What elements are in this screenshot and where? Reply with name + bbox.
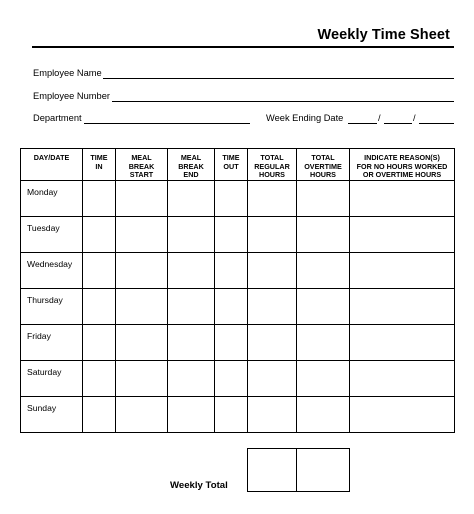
- column-header: DAY/DATE: [21, 149, 83, 181]
- employee-number-field[interactable]: [112, 101, 454, 102]
- overtime-hours-cell[interactable]: [297, 324, 350, 360]
- week-ending-day-field[interactable]: [384, 123, 412, 124]
- date-separator: /: [413, 113, 416, 123]
- day-cell: Sunday: [21, 396, 83, 432]
- day-cell: Monday: [21, 180, 83, 216]
- meal-start-cell[interactable]: [116, 252, 168, 288]
- day-cell: Tuesday: [21, 216, 83, 252]
- time-sheet-table: [20, 148, 455, 433]
- meal-start-cell[interactable]: [116, 360, 168, 396]
- reason-cell[interactable]: [350, 252, 455, 288]
- title-divider: [32, 46, 454, 48]
- meal-start-cell[interactable]: [116, 180, 168, 216]
- overtime-hours-cell[interactable]: [297, 252, 350, 288]
- overtime-hours-cell[interactable]: [297, 180, 350, 216]
- regular-hours-cell[interactable]: [248, 288, 297, 324]
- table-row: [21, 324, 455, 360]
- table-row: [21, 360, 455, 396]
- day-cell: Friday: [21, 324, 83, 360]
- weekly-total-boxes: [247, 448, 350, 492]
- column-header: TIME OUT: [215, 149, 248, 181]
- table-row: [21, 252, 455, 288]
- employee-name-label: Employee Name: [33, 68, 102, 78]
- time-in-cell[interactable]: [83, 180, 116, 216]
- regular-hours-cell[interactable]: [248, 180, 297, 216]
- week-ending-month-field[interactable]: [348, 123, 377, 124]
- page-title: Weekly Time Sheet: [317, 27, 450, 43]
- time-in-cell[interactable]: [83, 396, 116, 432]
- day-cell: Wednesday: [21, 252, 83, 288]
- overtime-hours-cell[interactable]: [297, 216, 350, 252]
- table-row: [21, 180, 455, 216]
- time-out-cell[interactable]: [215, 216, 248, 252]
- date-separator: /: [378, 113, 381, 123]
- time-out-cell[interactable]: [215, 252, 248, 288]
- reason-cell[interactable]: [350, 216, 455, 252]
- time-in-cell[interactable]: [83, 360, 116, 396]
- employee-name-field[interactable]: [103, 78, 454, 79]
- meal-end-cell[interactable]: [168, 396, 215, 432]
- column-header: TIME IN: [83, 149, 116, 181]
- meal-start-cell[interactable]: [116, 396, 168, 432]
- table-row: [21, 396, 455, 432]
- column-header: MEAL BREAK END: [168, 149, 215, 181]
- reason-cell[interactable]: [350, 396, 455, 432]
- column-header: INDICATE REASON(S) FOR NO HOURS WORKED OR OVERTIME HOURS: [350, 149, 455, 181]
- time-out-cell[interactable]: [215, 360, 248, 396]
- meal-end-cell[interactable]: [168, 324, 215, 360]
- week-ending-year-field[interactable]: [419, 123, 454, 124]
- meal-end-cell[interactable]: [168, 252, 215, 288]
- meal-end-cell[interactable]: [168, 180, 215, 216]
- time-in-cell[interactable]: [83, 216, 116, 252]
- day-cell: Thursday: [21, 288, 83, 324]
- reason-cell[interactable]: [350, 288, 455, 324]
- column-header: MEAL BREAK START: [116, 149, 168, 181]
- time-out-cell[interactable]: [215, 324, 248, 360]
- reason-cell[interactable]: [350, 324, 455, 360]
- time-out-cell[interactable]: [215, 180, 248, 216]
- weekly-total-label: Weekly Total: [170, 480, 228, 491]
- meal-end-cell[interactable]: [168, 360, 215, 396]
- regular-hours-cell[interactable]: [248, 360, 297, 396]
- meal-end-cell[interactable]: [168, 288, 215, 324]
- regular-hours-cell[interactable]: [248, 252, 297, 288]
- overtime-hours-cell[interactable]: [297, 396, 350, 432]
- column-header: TOTAL OVERTIME HOURS: [297, 149, 350, 181]
- employee-number-label: Employee Number: [33, 91, 110, 101]
- week-ending-date-label: Week Ending Date: [266, 113, 344, 123]
- time-in-cell[interactable]: [83, 324, 116, 360]
- table-row: [21, 216, 455, 252]
- column-header: TOTAL REGULAR HOURS: [248, 149, 297, 181]
- overtime-hours-cell[interactable]: [297, 288, 350, 324]
- regular-hours-cell[interactable]: [248, 324, 297, 360]
- regular-hours-cell[interactable]: [248, 396, 297, 432]
- time-in-cell[interactable]: [83, 252, 116, 288]
- table-row: [21, 288, 455, 324]
- meal-start-cell[interactable]: [116, 216, 168, 252]
- reason-cell[interactable]: [350, 360, 455, 396]
- weekly-total-regular-hours-cell[interactable]: [248, 449, 297, 492]
- reason-cell[interactable]: [350, 180, 455, 216]
- time-in-cell[interactable]: [83, 288, 116, 324]
- table-header-row: [21, 149, 455, 181]
- day-cell: Saturday: [21, 360, 83, 396]
- department-label: Department: [33, 113, 82, 123]
- meal-end-cell[interactable]: [168, 216, 215, 252]
- time-out-cell[interactable]: [215, 288, 248, 324]
- weekly-total-overtime-hours-cell[interactable]: [297, 449, 350, 492]
- meal-start-cell[interactable]: [116, 324, 168, 360]
- overtime-hours-cell[interactable]: [297, 360, 350, 396]
- meal-start-cell[interactable]: [116, 288, 168, 324]
- time-out-cell[interactable]: [215, 396, 248, 432]
- department-field[interactable]: [84, 123, 250, 124]
- regular-hours-cell[interactable]: [248, 216, 297, 252]
